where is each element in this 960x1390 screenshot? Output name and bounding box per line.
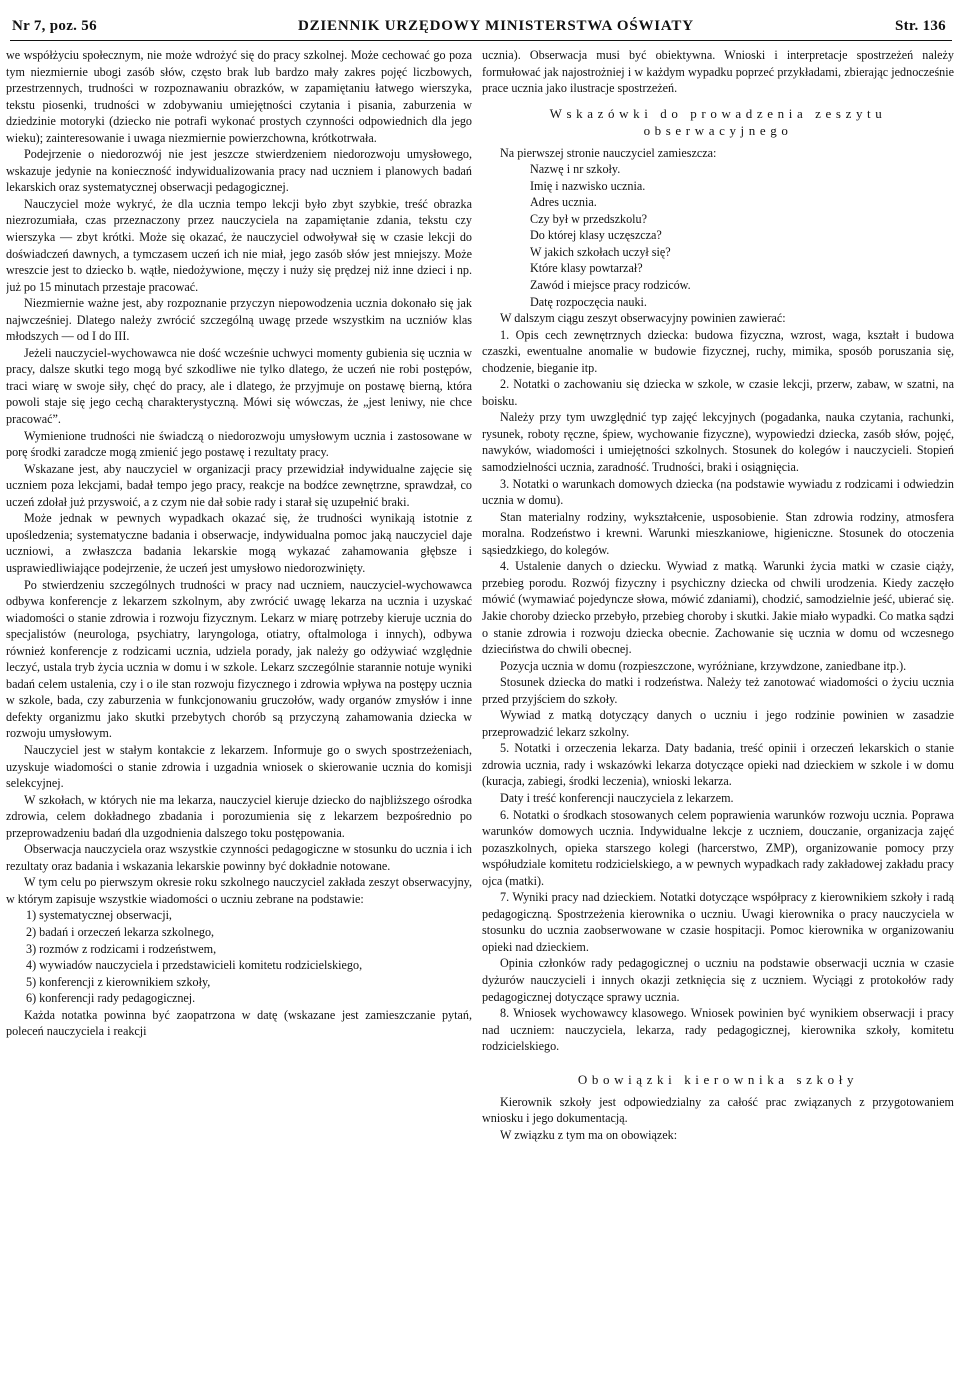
paragraph: Jeżeli nauczyciel-wychowawca nie dość wcześnie uchwyci momenty gubienia się ucznia w pracy, dalsze skutki tego mogą być szkodliwe nie tylko dlatego, że uczeń nie robi postępów, traci wiarę w swoje siły, chęć do pracy, ale i dlatego, że przyjmuje on postawę bierną, która powoli staje się jego cechą charakterystyczną. Mówi się wówczas, że „jest leniwy, nie chce pracować”. bbox=[6, 345, 472, 427]
paragraph: Po stwierdzeniu szczególnych trudności w pracy nad uczniem, nauczyciel-wychowawca odbywa konferencje z lekarzem szkolnym, aby zwrócić uwagę lekarza na ucznia i uzyskać wiadomości o stanie zdrowia i rozwoju fizycznym. Lekarz w miarę potrzeby kieruje ucznia do specjalistów (neurologa, psychiatry, laryngologa, otiatry, oftalmologa i innych), odbywa również konferencje z rodzicami ucznia, udziela porady, jak należy go odżywiać względnie leczyć, ustala tryb życia ucznia w domu i w szkole. Lekarz szczególnie starannie notuje wyniki badań celem ustalenia, czy i o ile stan rozwoju fizycznego i zdrowia wpływa na postępy ucznia w szkole, bada, czy zaburzenia w funkcjonowaniu gruczołów, wady organów zmysłów i inne defekty organizmu jako skutki przebytych chorób są przyczyną zahamowania dziecka w rozwoju umysłowym. bbox=[6, 577, 472, 741]
list-item: 6) konferencji rady pedagogicznej. bbox=[26, 991, 196, 1006]
list-item: W jakich szkołach uczył się? bbox=[530, 244, 671, 259]
paragraph: 8. Wniosek wychowawcy klasowego. Wniosek powinien być wynikiem obserwacji i pracy nad uczniem: nauczyciela, lekarza, rady pedagogicznej, kierownika szkoły, komitetu rodzicielskiego. bbox=[482, 1006, 954, 1054]
left-column bbox=[6, 47, 472, 1384]
paragraph: 6. Notatki o środkach stosowanych celem poprawienia warunków rozwoju ucznia. Poprawa warunków domowych ucznia. Indywidualne lekcje z uczniem, douczanie, organizacja zajęć pozaszkolnych, opieka starszego kolegi (harcerstwo, ZMP), organizowanie pomocy przy współudziale komitetu rodzicielskiego, a w pewnych wypadkach rady zakładowej zakładu pracy ojca (matki). bbox=[482, 807, 954, 888]
list-item: Adres ucznia. bbox=[530, 195, 597, 210]
list-item: Do której klasy uczęszcza? bbox=[530, 228, 662, 243]
paragraph: 1. Opis cech zewnętrznych dziecka: budowa fizyczna, wzrost, waga, kształt i budowa czaszki, ewentualne anomalie w budowie fizycznej, ruchy, mimika, sposób poruszania się, chodzenie, bieganie itp. bbox=[482, 327, 954, 375]
paragraph: 2. Notatki o zachowaniu się dziecka w szkole, w czasie lekcji, przerw, zabaw, w szatni, na boisku. bbox=[482, 377, 954, 408]
paragraph: Nauczyciel jest w stałym kontakcie z lekarzem. Informuje go o swych spostrzeżeniach, uzyskuje wiadomości o stanie zdrowia i uzgadnia wniosek o skierowanie ucznia do komisji selekcyjnej. bbox=[6, 742, 472, 791]
list-item: Zawód i miejsce pracy rodziców. bbox=[530, 278, 691, 293]
paragraph: Należy przy tym uwzględnić typ zajęć lekcyjnych (pogadanka, nauka czytania, rachunki, rysunek, roboty ręczne, śpiew, wychowanie fizyczne), wypowiedzi dziecka, zasób słów, pojęć, nawyków, wiadomości i umiejętności szkolnych. Stosunek do kolegów i nauczycieli. Stopień samodzielności ucznia, zaradność. Trudności, braki i osiągnięcia. bbox=[482, 410, 954, 475]
paragraph: Wywiad z matką dotyczący danych o uczniu i jego rodzinie powinien w zasadzie przeprowadzić lekarz szkolny. bbox=[482, 708, 954, 739]
paragraph: W dalszym ciągu zeszyt obserwacyjny powinien zawierać: bbox=[500, 311, 786, 326]
list-item: 1) systematycznej obserwacji, bbox=[26, 908, 172, 923]
journal-title: DZIENNIK URZĘDOWY MINISTERSTWA OŚWIATY bbox=[297, 18, 694, 34]
paragraph: ucznia). Obserwacja musi być obiektywna. Wnioski i interpretacje spostrzeżeń należy formułować jak najostrożniej i w każdym wypadku poprzeć przykładami, zbierając jednocześnie prace ucznia jako ilustracje spostrzeżeń. bbox=[482, 48, 954, 96]
paragraph: Na pierwszej stronie nauczyciel zamieszcza: bbox=[500, 145, 717, 160]
section-heading-headmaster-duties: Obowiązki kierownika szkoły bbox=[577, 1071, 859, 1087]
paragraph: Stosunek dziecka do matki i rodzeństwa. Należy też zanotować wiadomości o życiu ucznia przed przyjściem do szkoły. bbox=[482, 675, 954, 706]
paragraph: 7. Wyniki pracy nad dzieckiem. Notatki dotyczące współpracy z kierownikiem szkoły i radą pedagogiczną. Spostrzeżenia kierownika o uczniu. Uwagi kierownika o pracy nauczyciela w stosunku do ucznia zaobserwowane w czasie hospitacji. Pomoc kierownika w organizowaniu opieki nad dzieckiem. bbox=[482, 890, 954, 954]
first-page-fields bbox=[482, 161, 954, 310]
list-item: Czy był w przedszkolu? bbox=[530, 211, 647, 226]
issue-number: Nr 7, poz. 56 bbox=[12, 18, 97, 34]
running-header bbox=[0, 0, 960, 40]
paragraph: 5. Notatki i orzeczenia lekarza. Daty badania, treść opinii i orzeczeń lekarskich o stanie zdrowia ucznia, rady i wskazówki lekarza dotyczące opieki nad dzieckiem w szkole i w domu (kuracja, zabiegi, środki leczenia), wnioski lekarza. bbox=[482, 741, 954, 789]
paragraph: Daty i treść konferencji nauczyciela z lekarzem. bbox=[500, 790, 734, 805]
paragraph: Podejrzenie o niedorozwój nie jest jeszcze stwierdzeniem niedorozwoju umysłowego, wskazuje jedynie na konieczność indywidualizowania pracy nad uczniem i planowych badań lekarskich oraz systematycznej obserwacji pedagogicznej. bbox=[6, 147, 472, 195]
list-item: 3) rozmów z rodzicami i rodzeństwem, bbox=[26, 941, 217, 956]
header-rule bbox=[10, 40, 952, 41]
paragraph: W tym celu po pierwszym okresie roku szkolnego nauczyciel zakłada zeszyt obserwacyjny, w którym zapisuje wszystkie wiadomości o uczniu zebrane na podstawie: bbox=[6, 875, 472, 906]
list-item: 5) konferencji z kierownikiem szkoły, bbox=[26, 974, 211, 989]
section-heading-observation-notebook: Wskazówki do prowadzenia zeszytu obserwacyjnego bbox=[549, 105, 887, 138]
paragraph: W związku z tym ma on obowiązek: bbox=[500, 1127, 678, 1142]
paragraph: Niezmiernie ważne jest, aby rozpoznanie przyczyn niepowodzenia ucznia dokonało się jak najwcześniej. Dlatego należy zwrócić szczególną uwagę przede wszystkim na uczniów klas młodszych — od I do III. bbox=[6, 296, 472, 344]
paragraph: we współżyciu społecznym, nie może wdrożyć się do pracy szkolnej. Może cechować go poza tym niezmiernie ubogi zasób słów, często brak lub bardzo mały zakres pojęć liczbowych, przestrzennych, trudności w rozpoznawaniu obrazków, w zapamiętaniu łatwego wierszyka, tekstu piosenki, trudności w zdobywaniu umiejętności czytania i pisania, zaburzenia w dziedzinie motoryki (dziecko nie potrafi wykonać prostych czynności odpowiednich dla jego wieku); zainteresowanie i uwaga niezmiernie powierzchowna, krótkotrwała. bbox=[6, 48, 472, 145]
paragraph: 3. Notatki o warunkach domowych dziecka (na podstawie wywiadu z rodzicami i odwiedzin ucznia w domu). bbox=[482, 476, 954, 508]
section-spacer bbox=[482, 1055, 954, 1063]
paragraph: Kierownik szkoły jest odpowiedzialny za całość prac związanych z przygotowaniem wniosku i jego dokumentacją. bbox=[482, 1094, 954, 1126]
paragraph: 4. Ustalenie danych o dziecku. Wywiad z matką. Warunki życia matki w czasie ciąży, przebieg porodu. Rozwój fizyczny i psychiczny dziecka od chwili urodzenia. Kiedy zaczęło mówić (wymawiać pojedyncze słowa, mówić zdaniami), chodzić, samodzielnie jeść, ubierać się. Jakie choroby dziecko przebyło, przebieg choroby i skutki. Jakie miało wypadki. Co matka sądzi o stanie zdrowia i rozwoju dziecka obecnie. Zachowanie się ucznia w domu od wczesnego dzieciństwa do chwili obecnej. bbox=[482, 559, 954, 657]
list-item: Imię i nazwisko ucznia. bbox=[530, 178, 646, 193]
list-item: 2) badań i orzeczeń lekarza szkolnego, bbox=[26, 924, 215, 939]
list-item: Które klasy powtarzał? bbox=[530, 261, 643, 276]
source-list bbox=[6, 907, 472, 1006]
paragraph: W szkołach, w których nie ma lekarza, nauczyciel kieruje dziecko do najbliższego ośrodka zdrowia, celem dokładnego zbadania i porozumienia się z lekarzem bezpośrednio po przeprowadzeniu badań dla uzgodnienia dalszego toku postępowania. bbox=[6, 792, 472, 840]
paragraph: Każda notatka powinna być zaopatrzona w datę (wskazane jest zamieszczanie pytań, poleceń nauczyciela i reakcji bbox=[6, 1007, 472, 1039]
paragraph: Pozycja ucznia w domu (rozpieszczone, wyróżniane, krzywdzone, zaniedbane itp.). bbox=[500, 658, 907, 673]
paragraph: Obserwacja nauczyciela oraz wszystkie czynności pedagogiczne w stosunku do ucznia i ich rezultaty oraz badania i wskazania lekarskie powinny być dokładnie notowane. bbox=[6, 842, 472, 873]
paragraph: Opinia członków rady pedagogicznej o uczniu na podstawie obserwacji ucznia w czasie dyżurów nauczycieli i innych okazji zetknięcia się z uczniem. Wyciągi z protokołów rady pedagogicznej dotyczące sprawy ucznia. bbox=[482, 956, 954, 1004]
list-item: Nazwę i nr szkoły. bbox=[530, 162, 621, 177]
paragraph: Może jednak w pewnych wypadkach okazać się, że trudności wynikają istotnie z upośledzenia; systematyczne badania i obserwacje, indywidualna pomoc jaką nauczyciel daje uczniowi, a zwłaszcza badania lekarskie mogą wykazać zahamowania głębsze i usprawiedliwiające podejrzenie, że uczeń jest umysłowo niedorozwinięty. bbox=[6, 511, 472, 575]
paragraph: Nauczyciel może wykryć, że dla ucznia tempo lekcji było zbyt szybkie, treść obrazka niezrozumiała, czas przeznaczony przez nauczyciela na zapamiętanie zdania, tekstu czy wierszyka — zbyt krótki. Może się okazać, że nauczyciel odwoływał się w czasie lekcji do doświadczeń dawnych, a tymczasem uczeń ich nie miał, jego zasób słów jest mniejszy. Może wreszcie jest to dziecko b. wątłe, niedożywione, męczy i nuży się prędzej niż inne dzieci i np. już po 15 minutach przestaje pracować. bbox=[6, 196, 472, 294]
right-column bbox=[482, 47, 954, 1384]
page-number: Str. 136 bbox=[894, 18, 946, 34]
list-item: 4) wywiadów nauczyciela i przedstawicieli komitetu rodzicielskiego, bbox=[26, 958, 363, 973]
paragraph: Wymienione trudności nie świadczą o niedorozwoju umysłowym ucznia i zastosowane w porę środki zaradcze mogą zmienić jego postawę i rezultaty pracy. bbox=[6, 428, 472, 460]
paragraph: Wskazane jest, aby nauczyciel w organizacji pracy przewidział indywidualne zajęcie się uczniem poza lekcjami, badał tempo jego pracy, reakcje na bodźce zewnętrzne, sprawdzał, co uczeń zdołał już przyswoić, a z czym nie dał sobie rady i starał się uzupełnić braki. bbox=[6, 461, 472, 509]
list-item: Datę rozpoczęcia nauki. bbox=[530, 294, 647, 309]
paragraph: Stan materialny rodziny, wykształcenie, usposobienie. Stan zdrowia rodziny, atmosfera moralna. Rodzeństwo i krewni. Warunki mieszkaniowe, higieniczne. Stosunek do otoczenia sąsiedzkiego, do kolegów. bbox=[482, 509, 954, 557]
